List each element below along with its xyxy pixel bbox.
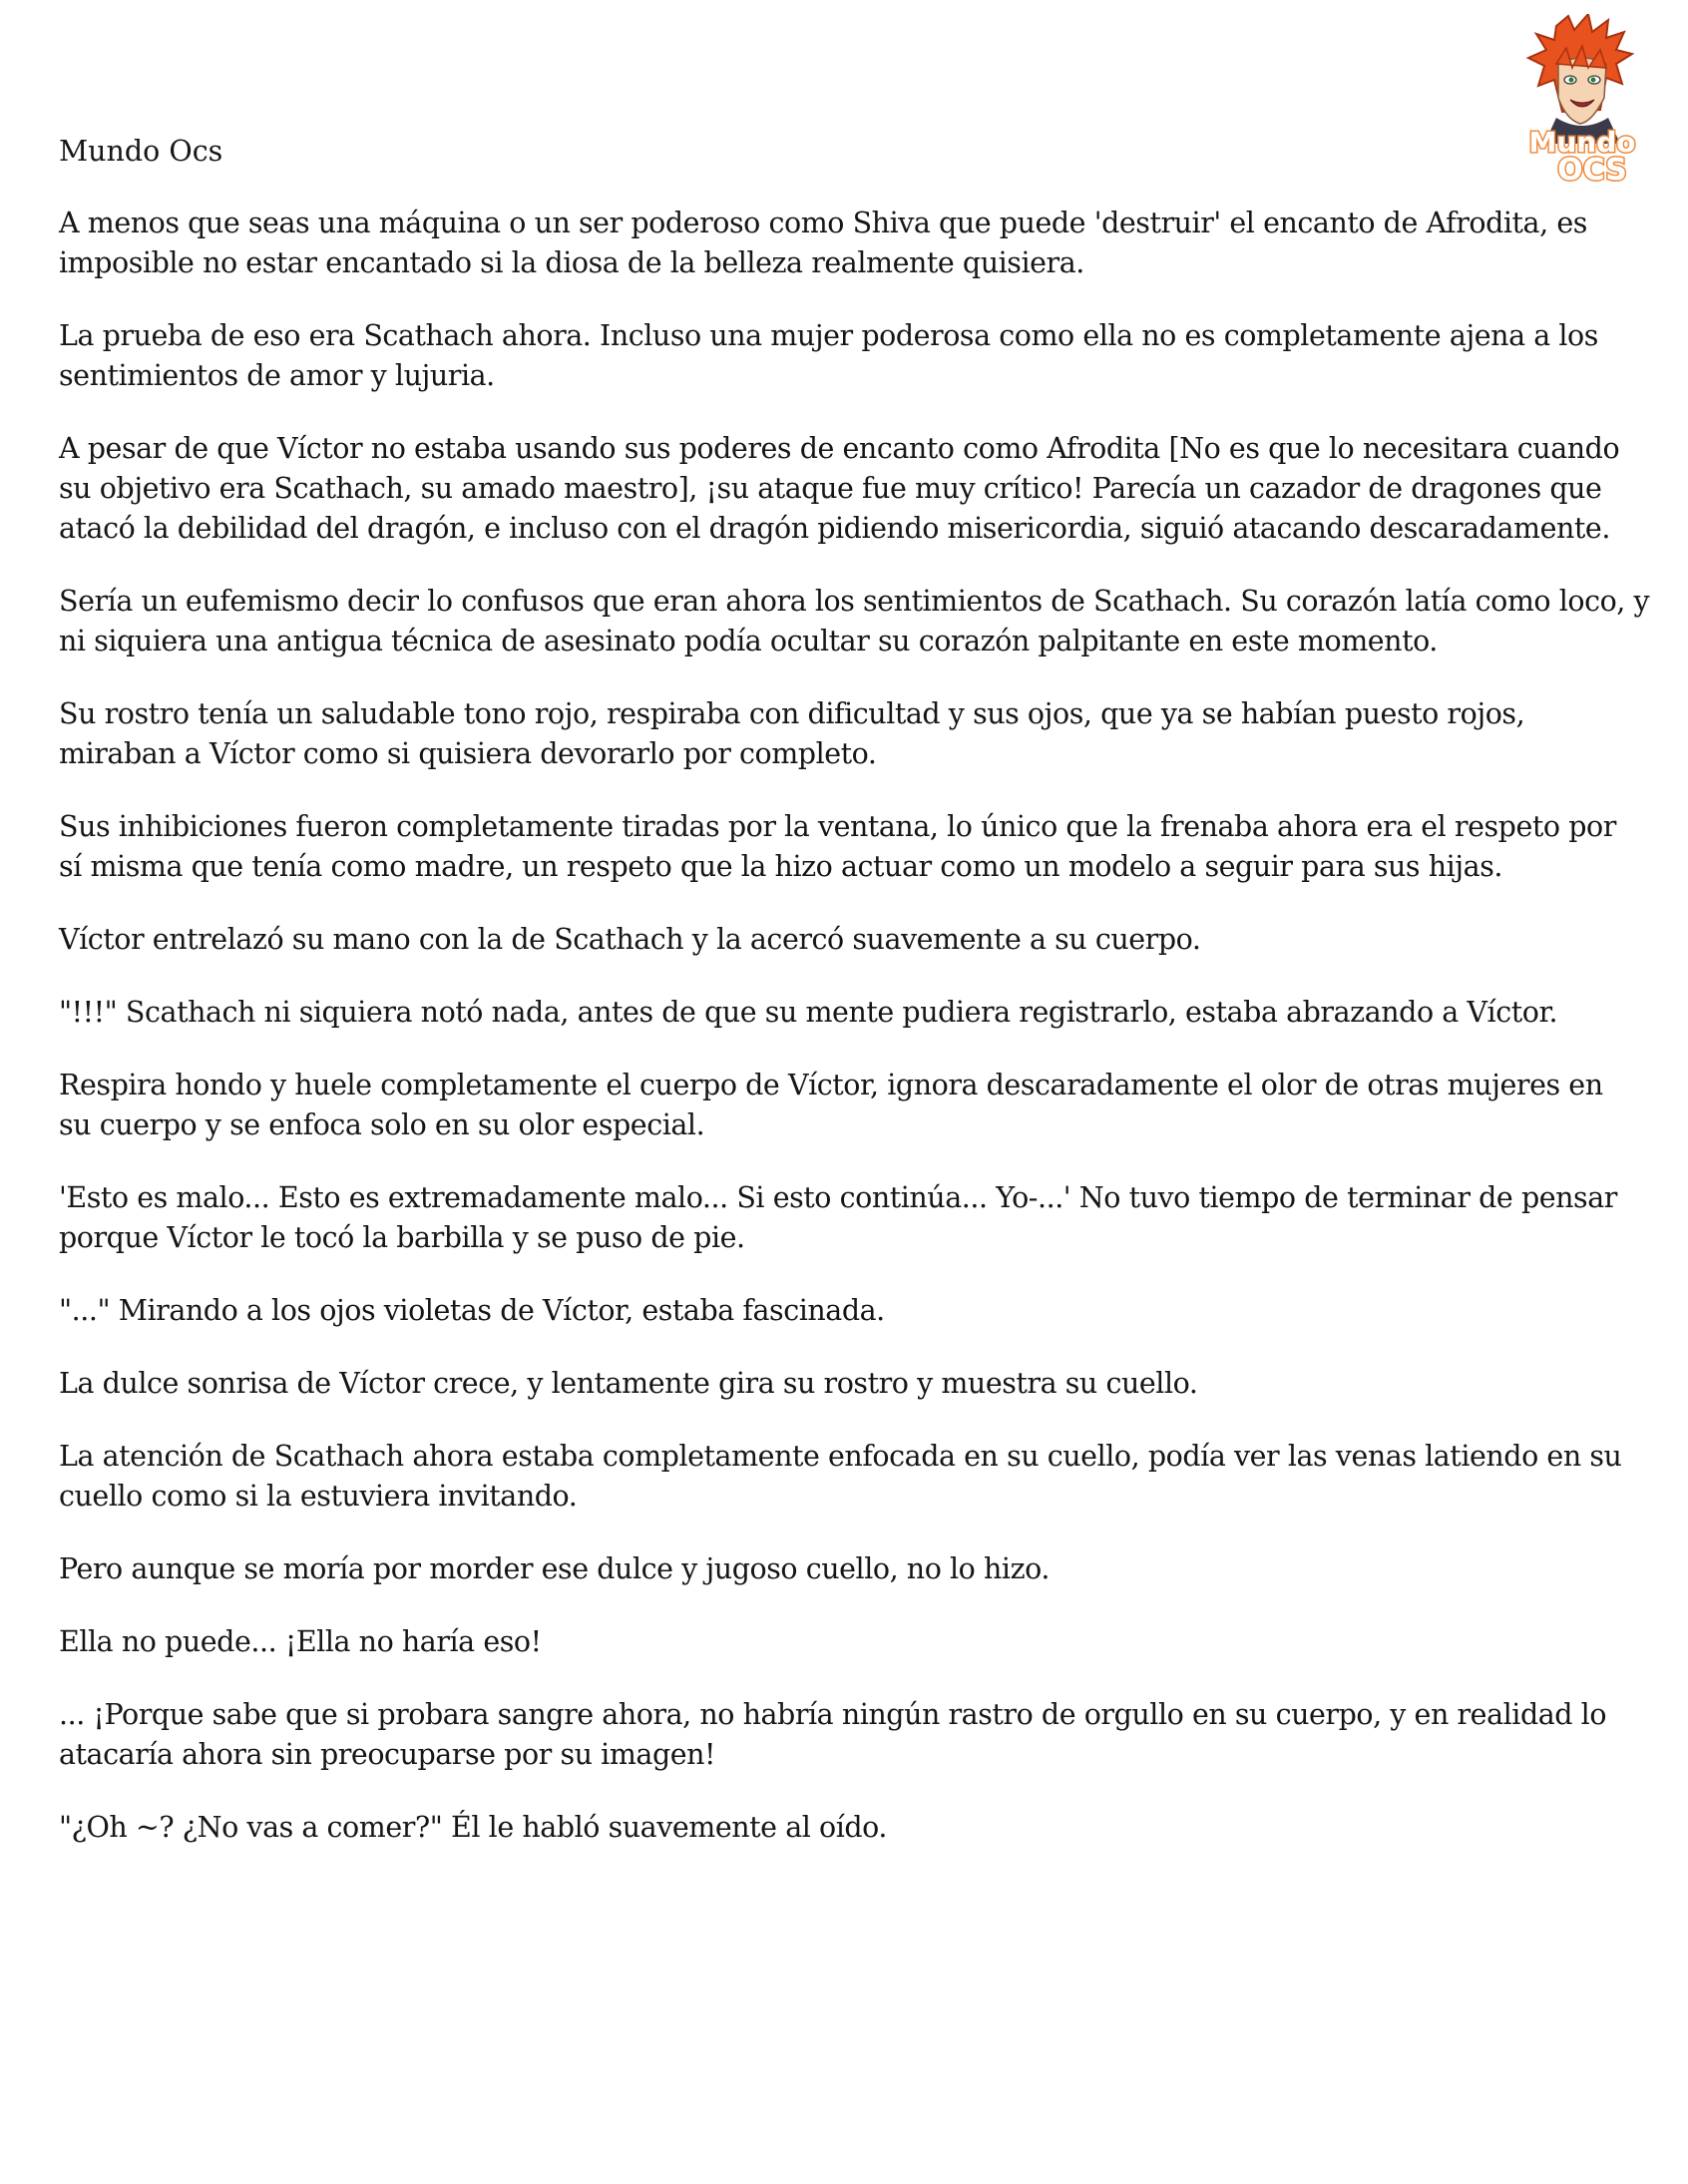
paragraph-line: su cuerpo y se enfoca solo en su olor especial.	[59, 1108, 705, 1141]
paragraph-line: La prueba de eso era Scathach ahora. Incluso una mujer poderosa como ella no es completamente ajena a los	[59, 319, 1598, 352]
paragraph	[59, 1178, 1655, 1258]
paragraph-line: sentimientos de amor y lujuria.	[59, 359, 495, 392]
paragraph	[59, 429, 1655, 549]
paragraph-line: La dulce sonrisa de Víctor crece, y lentamente gira su rostro y muestra su cuello.	[59, 1367, 1198, 1400]
paragraph	[59, 993, 1655, 1033]
paragraph-line: porque Víctor le tocó la barbilla y se puso de pie.	[59, 1221, 745, 1254]
paragraph-line: "!!!" Scathach ni siquiera notó nada, antes de que su mente pudiera registrarlo, estaba abrazando a Víctor.	[59, 996, 1558, 1029]
paragraph	[59, 1437, 1655, 1517]
paragraph-line: ni siquiera una antigua técnica de asesinato podía ocultar su corazón palpitante en este momento.	[59, 625, 1438, 657]
document-header: Mundo Ocs	[59, 135, 223, 168]
paragraph-line: Su rostro tenía un saludable tono rojo, respiraba con dificultad y sus ojos, que ya se habían puesto rojos,	[59, 697, 1525, 730]
svg-text:OCS: OCS	[1557, 153, 1627, 184]
paragraph-line: A pesar de que Víctor no estaba usando sus poderes de encanto como Afrodita [No es que lo necesitara cuando	[59, 432, 1620, 465]
paragraph-line: ... ¡Porque sabe que si probara sangre ahora, no habría ningún rastro de orgullo en su cuerpo, y en realidad lo	[59, 1698, 1607, 1731]
paragraph-line: "¿Oh ~? ¿No vas a comer?" Él le habló suavemente al oído.	[59, 1811, 887, 1844]
svg-text:Mundo: Mundo	[1528, 126, 1636, 159]
paragraph	[59, 694, 1655, 774]
paragraph-line: "..." Mirando a los ojos violetas de Víctor, estaba fascinada.	[59, 1294, 885, 1327]
paragraph	[59, 1808, 1655, 1848]
paragraph-line: Víctor entrelazó su mano con la de Scathach y la acercó suavemente a su cuerpo.	[59, 923, 1201, 956]
paragraph-line: Pero aunque se moría por morder ese dulce y jugoso cuello, no lo hizo.	[59, 1552, 1050, 1585]
paragraph-line: imposible no estar encantado si la diosa de la belleza realmente quisiera.	[59, 246, 1084, 279]
paragraph	[59, 920, 1655, 960]
mundo-ocs-logo	[1496, 14, 1668, 184]
paragraph-line: Sería un eufemismo decir lo confusos que eran ahora los sentimientos de Scathach. Su corazón latía como loco, y	[59, 585, 1650, 618]
paragraph	[59, 1549, 1655, 1589]
paragraph-line: Ella no puede... ¡Ella no haría eso!	[59, 1625, 542, 1658]
paragraph-line: Sus inhibiciones fueron completamente tiradas por la ventana, lo único que la frenaba ahora era el respeto por	[59, 810, 1616, 843]
paragraph-line: La atención de Scathach ahora estaba completamente enfocada en su cuello, podía ver las venas latiendo en su	[59, 1440, 1622, 1473]
paragraph	[59, 1066, 1655, 1145]
paragraph	[59, 1695, 1655, 1775]
paragraph-line: atacó la debilidad del dragón, e incluso con el dragón pidiendo misericordia, siguió atacando descaradamente.	[59, 512, 1610, 545]
document-body	[59, 204, 1655, 1881]
paragraph	[59, 807, 1655, 887]
paragraph-line: su objetivo era Scathach, su amado maestro], ¡su ataque fue muy crítico! Parecía un cazador de dragones que	[59, 472, 1602, 505]
paragraph	[59, 1622, 1655, 1662]
paragraph-line: atacaría ahora sin preocuparse por su imagen!	[59, 1738, 716, 1771]
paragraph	[59, 316, 1655, 396]
paragraph	[59, 204, 1655, 283]
paragraph-line: 'Esto es malo... Esto es extremadamente malo... Si esto continúa... Yo-...' No tuvo tiempo de terminar de pensar	[59, 1181, 1617, 1214]
paragraph	[59, 1364, 1655, 1404]
paragraph	[59, 582, 1655, 661]
paragraph-line: sí misma que tenía como madre, un respeto que la hizo actuar como un modelo a seguir para sus hijas.	[59, 850, 1502, 883]
paragraph	[59, 1291, 1655, 1331]
paragraph-line: A menos que seas una máquina o un ser poderoso como Shiva que puede 'destruir' el encanto de Afrodita, es	[59, 207, 1587, 239]
paragraph-line: miraban a Víctor como si quisiera devorarlo por completo.	[59, 737, 877, 770]
paragraph-line: cuello como si la estuviera invitando.	[59, 1480, 578, 1513]
paragraph-line: Respira hondo y huele completamente el cuerpo de Víctor, ignora descaradamente el olor de otras mujeres en	[59, 1069, 1603, 1101]
